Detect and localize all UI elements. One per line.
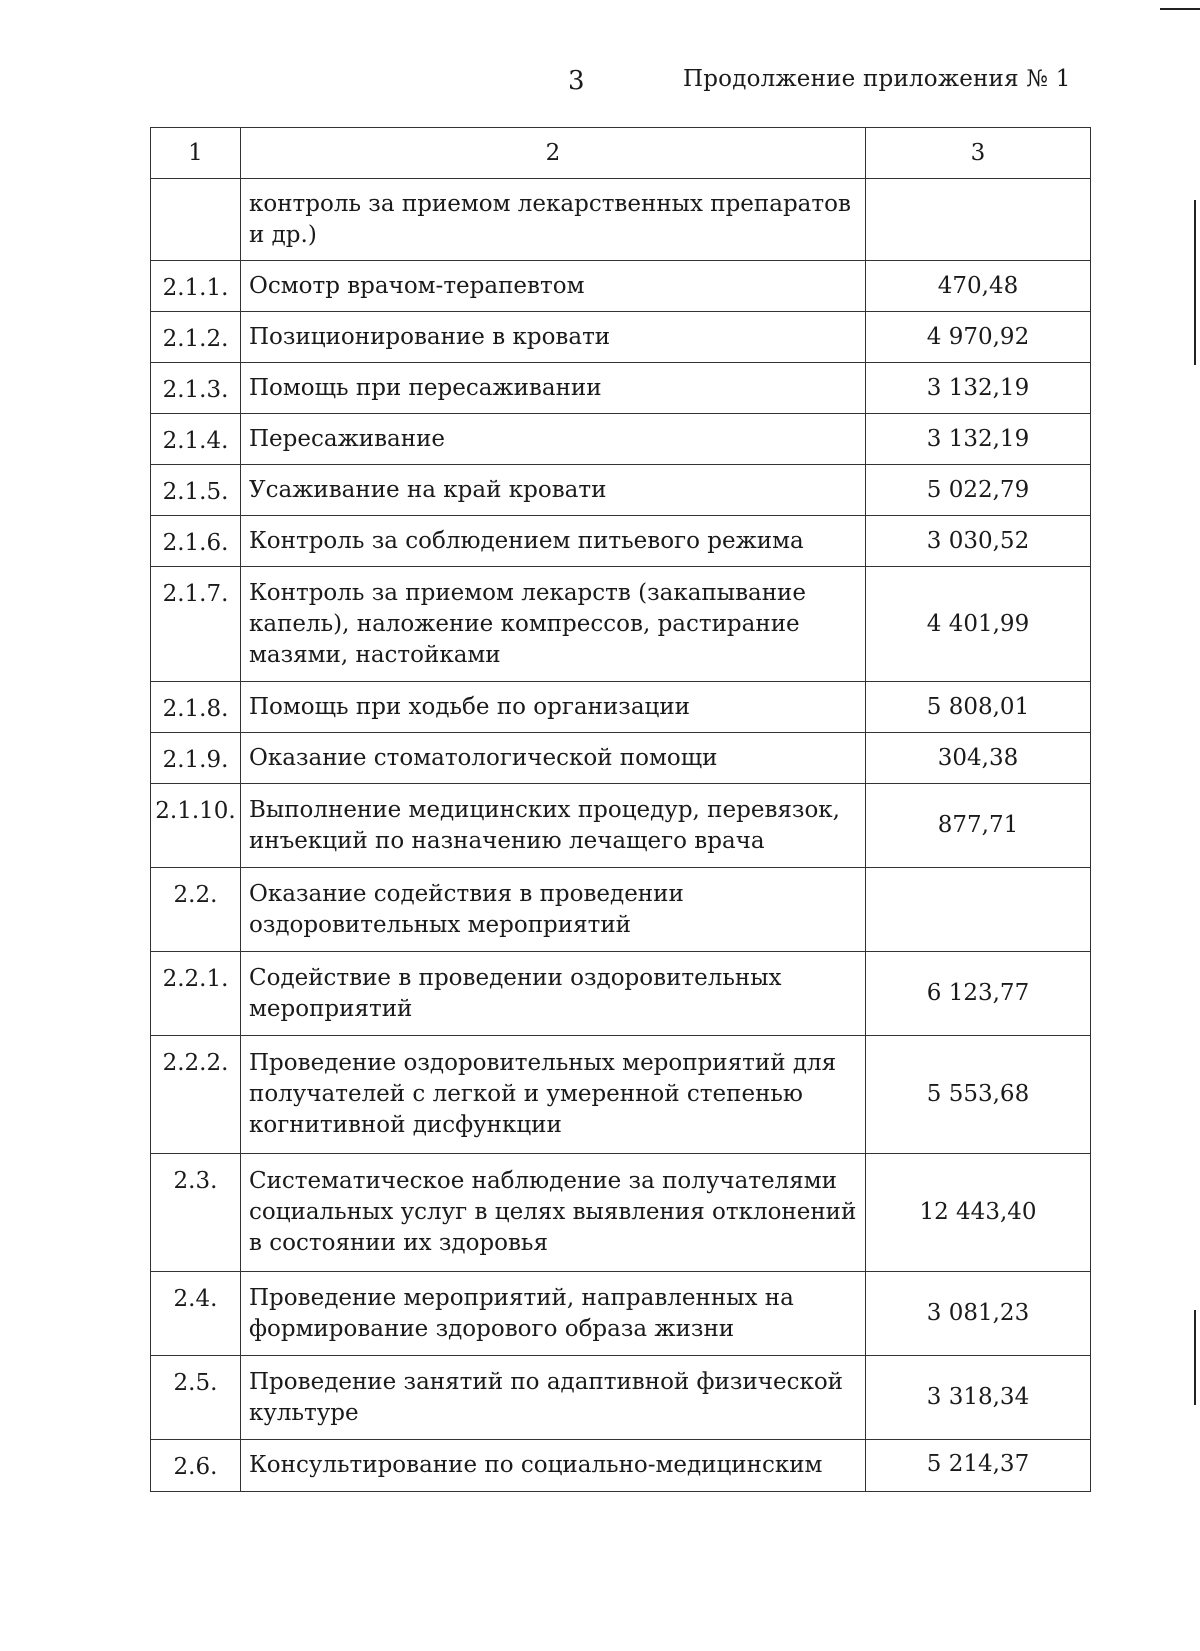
row-service-name: Оказание стоматологической помощи: [241, 733, 866, 784]
row-price: 877,71: [866, 784, 1091, 868]
row-price: 5 553,68: [866, 1036, 1091, 1154]
row-service-name: Консультирование по социально-медицинским: [241, 1440, 866, 1492]
table-row: [151, 312, 1091, 363]
row-number: 2.4.: [151, 1272, 241, 1356]
table-row: [151, 868, 1091, 952]
table-header-row: [151, 128, 1091, 179]
table-row: [151, 516, 1091, 567]
row-service-name: Помощь при ходьбе по организации: [241, 682, 866, 733]
row-service-name: Помощь при пересаживании: [241, 363, 866, 414]
services-price-table: [150, 127, 1091, 1492]
row-price: 5 808,01: [866, 682, 1091, 733]
row-number: [151, 179, 241, 261]
scan-edge-mark-right-upper: [1194, 200, 1196, 365]
row-price: 4 401,99: [866, 567, 1091, 682]
row-service-name: контроль за приемом лекарственных препаратов и др.): [241, 179, 866, 261]
row-price: 304,38: [866, 733, 1091, 784]
row-service-name: Выполнение медицинских процедур, перевязок, инъекций по назначению лечащего врача: [241, 784, 866, 868]
row-price: 3 132,19: [866, 414, 1091, 465]
row-number: 2.1.4.: [151, 414, 241, 465]
row-price: 3 081,23: [866, 1272, 1091, 1356]
row-service-name: Позиционирование в кровати: [241, 312, 866, 363]
table-row: [151, 363, 1091, 414]
table-row: [151, 179, 1091, 261]
row-price: 12 443,40: [866, 1154, 1091, 1272]
row-service-name: Контроль за соблюдением питьевого режима: [241, 516, 866, 567]
row-number: 2.1.5.: [151, 465, 241, 516]
row-number: 2.1.7.: [151, 567, 241, 682]
table-row: [151, 952, 1091, 1036]
row-number: 2.6.: [151, 1440, 241, 1492]
row-service-name: Проведение оздоровительных мероприятий для получателей с легкой и умеренной степенью когнитивной дисфункции: [241, 1036, 866, 1154]
scan-edge-mark-top: [1160, 8, 1200, 10]
row-number: 2.1.3.: [151, 363, 241, 414]
row-price: 3 030,52: [866, 516, 1091, 567]
table-row: [151, 682, 1091, 733]
column-header-service: 2: [241, 128, 866, 179]
row-service-name: Систематическое наблюдение за получателями социальных услуг в целях выявления отклонений в состоянии их здоровья: [241, 1154, 866, 1272]
column-header-number: 1: [151, 128, 241, 179]
row-price: [866, 179, 1091, 261]
table-row: [151, 733, 1091, 784]
row-price: 3 318,34: [866, 1356, 1091, 1440]
table-row: [151, 1272, 1091, 1356]
table-row: [151, 414, 1091, 465]
row-number: 2.1.2.: [151, 312, 241, 363]
row-service-name: Оказание содействия в проведении оздоровительных мероприятий: [241, 868, 866, 952]
row-number: 2.1.1.: [151, 261, 241, 312]
row-price: 6 123,77: [866, 952, 1091, 1036]
page-number: 3: [568, 66, 585, 96]
row-number: 2.3.: [151, 1154, 241, 1272]
row-number: 2.2.1.: [151, 952, 241, 1036]
row-service-name: Усаживание на край кровати: [241, 465, 866, 516]
table-row: [151, 1154, 1091, 1272]
table-row: [151, 784, 1091, 868]
row-service-name: Контроль за приемом лекарств (закапывание капель), наложение компрессов, растирание мазями, настойками: [241, 567, 866, 682]
scan-edge-mark-right-lower: [1194, 1310, 1196, 1405]
table-row: [151, 1356, 1091, 1440]
row-service-name: Пересаживание: [241, 414, 866, 465]
row-service-name: Проведение занятий по адаптивной физической культуре: [241, 1356, 866, 1440]
row-number: 2.1.10.: [151, 784, 241, 868]
row-number: 2.2.: [151, 868, 241, 952]
row-number: 2.5.: [151, 1356, 241, 1440]
row-price: 470,48: [866, 261, 1091, 312]
row-number: 2.2.2.: [151, 1036, 241, 1154]
row-price: [866, 868, 1091, 952]
row-price: 5 214,37: [866, 1440, 1091, 1492]
row-service-name: Проведение мероприятий, направленных на формирование здорового образа жизни: [241, 1272, 866, 1356]
column-header-price: 3: [866, 128, 1091, 179]
row-price: 4 970,92: [866, 312, 1091, 363]
row-number: 2.1.9.: [151, 733, 241, 784]
table-row: [151, 567, 1091, 682]
table-row: [151, 261, 1091, 312]
row-number: 2.1.6.: [151, 516, 241, 567]
row-price: 3 132,19: [866, 363, 1091, 414]
table-row: [151, 465, 1091, 516]
table-row: [151, 1036, 1091, 1154]
appendix-continuation-note: Продолжение приложения № 1: [683, 66, 1071, 92]
table-row: [151, 1440, 1091, 1492]
row-service-name: Осмотр врачом-терапевтом: [241, 261, 866, 312]
row-price: 5 022,79: [866, 465, 1091, 516]
row-number: 2.1.8.: [151, 682, 241, 733]
row-service-name: Содействие в проведении оздоровительных мероприятий: [241, 952, 866, 1036]
